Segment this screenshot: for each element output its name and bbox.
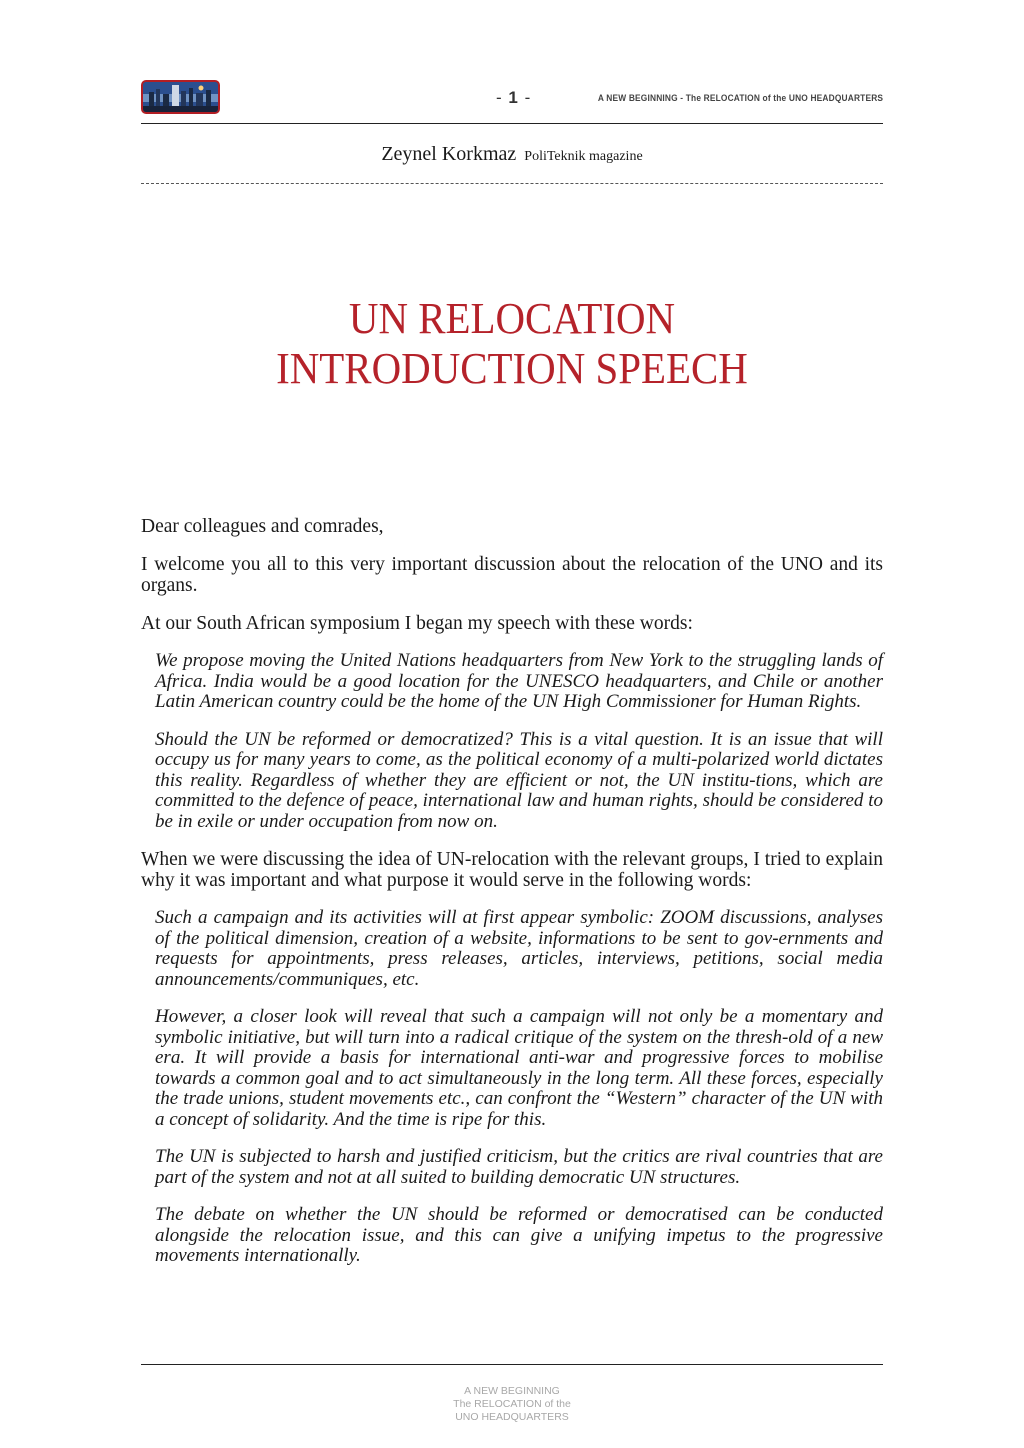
quoted-paragraph: We propose moving the United Nations headquarters from New York to the struggling lands of Africa. India would be a good location for the UNESCO headquarters, and Chile or another Latin American country could be the home of the UN High Commissioner for Human Rights.	[155, 650, 883, 712]
publication-name: PoliTeknik magazine	[524, 149, 643, 164]
document-title	[0, 294, 1024, 394]
paragraph: I welcome you all to this very important discussion about the relocation of the UNO and its organs.	[141, 554, 883, 596]
byline	[0, 143, 1024, 166]
quoted-paragraph: Should the UN be reformed or democratized? This is a vital question. It is an issue that will occupy us for many years to come, as the political economy of a multi-polarized world dictates this reality. Regardless of whether they are efficient or not, the UN institu-tions, which are committed to the defence of peace, international law and human rights, should be considered to be in exile or under occupation from now on.	[155, 728, 883, 832]
quoted-paragraph: The debate on whether the UN should be reformed or democratised can be conducted alongside the relocation issue, and this can give a unifying impetus to the progressive movements internationally.	[155, 1204, 883, 1266]
quoted-paragraph: However, a closer look will reveal that such a campaign will not only be a momentary and symbolic initiative, but will turn into a radical critique of the system on the thresh-old of a new era. It will provide a basis for international anti-war and progressive forces to mobilise towards a common goal and to act simultaneously in the long term. All these forces, especially the trade unions, student movements etc., can confront the “Western” character of the UN with a concept of solidarity. And the time is ripe for this.	[155, 1006, 883, 1130]
paragraph: At our South African symposium I began my speech with these words:	[141, 613, 693, 634]
footer-divider	[141, 1364, 883, 1365]
footer-line-1: A NEW BEGINNING	[464, 1385, 560, 1397]
quoted-paragraph: The UN is subjected to harsh and justified criticism, but the critics are rival countries that are part of the system and not at all suited to building democratic UN structures.	[155, 1146, 883, 1188]
author-name: Zeynel Korkmaz	[381, 143, 517, 165]
footer-title	[0, 1385, 1024, 1424]
paragraph: When we were discussing the idea of UN-relocation with the relevant groups, I tried to explain why it was important and what purpose it would serve in the following words:	[141, 849, 883, 891]
running-title: A NEW BEGINNING - The RELOCATION of the UNO HEADQUARTERS	[597, 93, 883, 104]
footer-line-2: The RELOCATION of the	[453, 1398, 571, 1410]
page-number: - 1 -	[496, 88, 532, 107]
speech-body	[141, 516, 883, 1284]
city-skyline-icon	[141, 80, 220, 114]
header-divider	[141, 123, 883, 124]
salutation: Dear colleagues and comrades,	[141, 516, 384, 537]
title-line-2: INTRODUCTION SPEECH	[276, 344, 748, 393]
page-header	[141, 78, 883, 124]
quoted-paragraph: Such a campaign and its activities will at first appear symbolic: ZOOM discussions, analyses of the political dimension, creation of a website, informations to be sent to gov-ernments and requests for appointments, press releases, articles, interviews, petitions, social media announcements/communiques, etc.	[155, 907, 883, 990]
footer-line-3: UNO HEADQUARTERS	[455, 1411, 569, 1423]
title-line-1: UN RELOCATION	[348, 294, 676, 343]
byline-divider	[141, 183, 883, 184]
